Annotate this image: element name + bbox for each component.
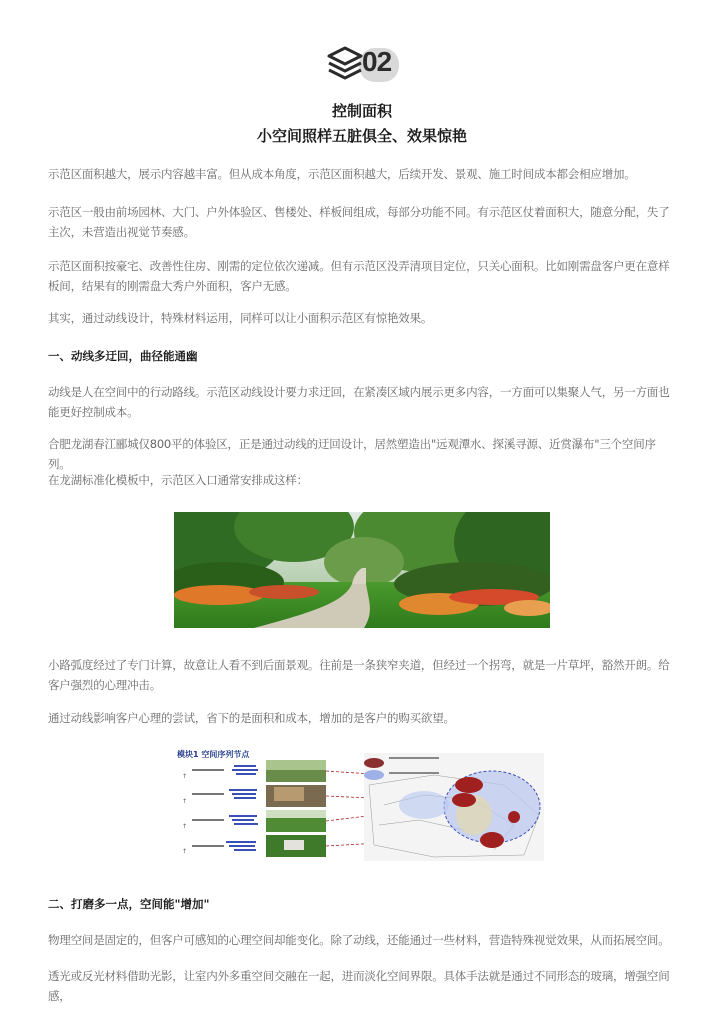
- page-subtitle: 小空间照样五脏俱全、效果惊艳: [256, 127, 467, 145]
- paragraph-9: 通过动线影响客户心理的尝试，省下的是面积和成本，增加的是客户的购买欲望。: [48, 711, 455, 725]
- page-title: 控制面积: [331, 102, 392, 120]
- svg-text:↑: ↑: [182, 823, 188, 830]
- paragraph-1: 示范区面积越大，展示内容越丰富。但从成本角度，示范区面积越大，后续开发、景观、施工时间成本都会相应增加。: [48, 167, 636, 181]
- paragraph-5: 动线是人在空间中的行动路线。示范区动线设计要力求迂回，在紧凑区域内展示更多内容，一方面可以集聚人气，另一方面也能更好控制成本。: [48, 385, 670, 419]
- svg-text:↑: ↑: [182, 848, 188, 855]
- section-badge: [325, 44, 400, 84]
- paragraph-10: 物理空间是固定的，但客户可感知的心理空间却能变化。除了动线，还能通过一些材料，营造特殊视觉效果，从而拓展空间。: [48, 933, 670, 947]
- paragraph-11: 透光或反光材料借助光影，让室内外多重空间交融在一起，进而淡化空间界限。具体手法就是通过不同形态的玻璃，增强空间感，: [48, 969, 670, 1003]
- route-sequence-diagram: [174, 745, 550, 864]
- paragraph-7: 在龙湖标准化模板中，示范区入口通常安排成这样：: [48, 473, 308, 487]
- heading-2: 二、打磨多一点，空间能"增加": [48, 897, 210, 911]
- section-number: 02: [362, 46, 392, 77]
- svg-text:↑: ↑: [182, 798, 188, 805]
- paragraph-2: 示范区一般由前场园林、大门、户外体验区、售楼处、样板间组成，每部分功能不同。有示范区仗着面积大，随意分配，失了主次，未营造出视觉节奏感。: [48, 205, 670, 239]
- svg-text:↑: ↑: [182, 773, 188, 780]
- stack-layers-icon: [325, 44, 365, 84]
- heading-1: 一、动线多迂回，曲径能通幽: [48, 349, 198, 363]
- diagram-header: 模块1 空间序列节点: [177, 750, 250, 759]
- paragraph-8: 小路弧度经过了专门计算，故意让人看不到后面景观。往前是一条狭窄夹道，但经过一个拐弯，就是一片草坪，豁然开朗。给客户强烈的心理冲击。: [48, 658, 670, 692]
- paragraph-6: 合肥龙湖春江郦城仅800平的体验区，正是通过动线的迂回设计，居然塑造出"远观潭水、探溪寻源、近赏瀑布"三个空间序列。: [48, 437, 656, 471]
- paragraph-3: 示范区面积按豪宅、改善性住房、刚需的定位依次递减。但有示范区没弄清项目定位，只关心面积。比如刚需盘客户更在意样板间，结果有的刚需盘大秀户外面积，客户无感。: [48, 259, 670, 293]
- paragraph-4: 其实，通过动线设计，特殊材料运用，同样可以让小面积示范区有惊艳效果。: [48, 311, 433, 325]
- garden-path-photo: [174, 512, 550, 628]
